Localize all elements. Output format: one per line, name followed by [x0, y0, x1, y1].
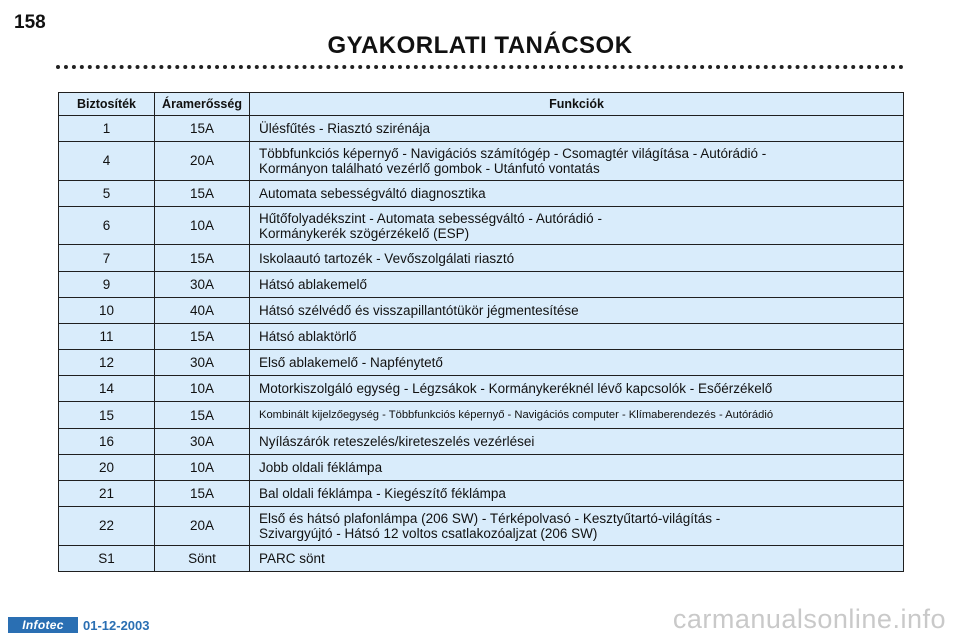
amperage-cell: 30A: [155, 271, 250, 297]
function-cell: [250, 428, 904, 454]
function-cell: [250, 507, 904, 546]
amperage-cell: 15A: [155, 480, 250, 506]
function-cell: [250, 350, 904, 376]
amperage-cell: 20A: [155, 507, 250, 546]
function-cell: [250, 402, 904, 428]
function-line: Automata sebességváltó diagnosztika: [259, 185, 486, 201]
table-row: [59, 116, 904, 142]
amperage-cell: 10A: [155, 454, 250, 480]
fuse-cell: 4: [59, 142, 155, 181]
table-row: [59, 402, 904, 428]
function-cell: [250, 376, 904, 402]
table-row: [59, 323, 904, 349]
function-line: Nyílászárók reteszelés/kireteszelés vezérlései: [259, 433, 535, 449]
table-row: [59, 428, 904, 454]
function-line: Kormányon található vezérlő gombok - Utánfutó vontatás: [259, 160, 600, 176]
page-number: 158: [14, 12, 46, 33]
table-row: [59, 142, 904, 181]
amperage-cell: 20A: [155, 142, 250, 181]
column-header-amperage: Áramerősség: [155, 93, 250, 116]
function-cell: [250, 297, 904, 323]
function-cell: [250, 116, 904, 142]
fuse-cell: 1: [59, 116, 155, 142]
function-line: Hűtőfolyadékszint - Automata sebességváltó - Autórádió -: [259, 210, 602, 226]
function-cell: [250, 245, 904, 271]
function-cell: [250, 545, 904, 571]
column-header-fuse: Biztosíték: [59, 93, 155, 116]
amperage-cell: 10A: [155, 376, 250, 402]
amperage-cell: 30A: [155, 428, 250, 454]
function-cell: [250, 323, 904, 349]
fuse-cell: 15: [59, 402, 155, 428]
table-header-row: [59, 93, 904, 116]
page-title: GYAKORLATI TANÁCSOK: [327, 32, 633, 59]
function-cell: [250, 206, 904, 245]
function-line: Iskolaautó tartozék - Vevőszolgálati riasztó: [259, 250, 515, 266]
table-row: [59, 271, 904, 297]
amperage-cell: 15A: [155, 245, 250, 271]
function-line: Hátsó szélvédő és visszapillantótükör jégmentesítése: [259, 302, 579, 318]
function-line: PARC sönt: [259, 550, 325, 566]
fuse-cell: 11: [59, 323, 155, 349]
fuse-cell: 20: [59, 454, 155, 480]
amperage-cell: 10A: [155, 206, 250, 245]
function-line: Motorkiszolgáló egység - Légzsákok - Kormánykeréknél lévő kapcsolók - Esőérzékelő: [259, 381, 773, 397]
function-line: Szivargyújtó - Hátsó 12 voltos csatlakozóaljzat (206 SW): [259, 525, 598, 541]
amperage-cell: 30A: [155, 350, 250, 376]
function-line: Hátsó ablakemelő: [259, 276, 368, 292]
fuse-cell: 9: [59, 271, 155, 297]
amperage-cell: Sönt: [155, 545, 250, 571]
table-body: [59, 116, 904, 572]
function-line: Ülésfűtés - Riasztó szirénája: [259, 121, 431, 137]
amperage-cell: 15A: [155, 323, 250, 349]
function-cell: [250, 480, 904, 506]
fuse-cell: 10: [59, 297, 155, 323]
function-cell: [250, 271, 904, 297]
footer-date: 01-12-2003: [83, 618, 150, 633]
fuse-cell: 21: [59, 480, 155, 506]
fuse-cell: 7: [59, 245, 155, 271]
dotted-divider: [56, 65, 904, 69]
table-row: [59, 480, 904, 506]
function-line: Kombinált kijelzőegység - Többfunkciós képernyő - Navigációs computer - Klímaberendezés - Autórádió: [259, 408, 774, 421]
amperage-cell: 40A: [155, 297, 250, 323]
infotec-logo: Infotec: [8, 617, 78, 633]
function-line: Első ablakemelő - Napfénytető: [259, 355, 443, 371]
function-line: Kormánykerék szögérzékelő (ESP): [259, 225, 470, 241]
table-row: [59, 297, 904, 323]
function-line: Első és hátsó plafonlámpa (206 SW) - Térképolvasó - Kesztyűtartó-világítás -: [259, 510, 721, 526]
watermark: carmanualsonline.info: [672, 604, 946, 634]
fuse-cell: 16: [59, 428, 155, 454]
fuse-cell: 22: [59, 507, 155, 546]
function-line: Jobb oldali féklámpa: [259, 459, 383, 475]
function-line: Bal oldali féklámpa - Kiegészítő féklámpa: [259, 486, 506, 502]
function-cell: [250, 142, 904, 181]
fuse-cell: 14: [59, 376, 155, 402]
amperage-cell: 15A: [155, 180, 250, 206]
function-cell: [250, 180, 904, 206]
fuse-cell: 6: [59, 206, 155, 245]
fuse-cell: 12: [59, 350, 155, 376]
amperage-cell: 15A: [155, 116, 250, 142]
table-row: [59, 507, 904, 546]
function-line: Hátsó ablaktörlő: [259, 329, 357, 345]
fuse-table: [58, 92, 904, 572]
table-row: [59, 376, 904, 402]
table-row: [59, 206, 904, 245]
function-line: Többfunkciós képernyő - Navigációs számítógép - Csomagtér világítása - Autórádió -: [259, 145, 767, 161]
amperage-cell: 15A: [155, 402, 250, 428]
table-row: [59, 245, 904, 271]
column-header-functions: Funkciók: [250, 93, 904, 116]
function-cell: [250, 454, 904, 480]
table-row: [59, 180, 904, 206]
table-row: [59, 545, 904, 571]
fuse-cell: 5: [59, 180, 155, 206]
table-row: [59, 454, 904, 480]
table-row: [59, 350, 904, 376]
fuse-cell: S1: [59, 545, 155, 571]
